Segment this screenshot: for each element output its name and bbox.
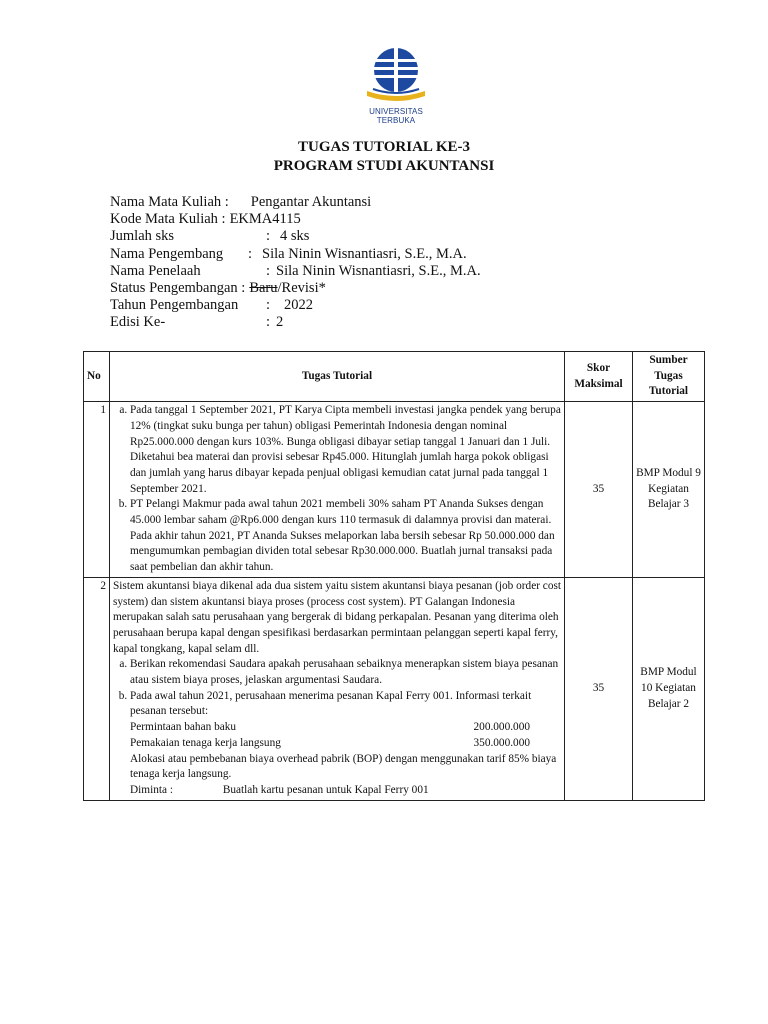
cost-label: Permintaan bahan baku bbox=[130, 721, 237, 734]
info-value: Sila Ninin Wisnantiasri, S.E., M.A. bbox=[262, 245, 467, 262]
task-item-b-text: Pada awal tahun 2021, perusahaan menerima pesanan Kapal Ferry 001. Informasi terkait pesanan tersebut: bbox=[130, 689, 532, 718]
cost-line bbox=[130, 720, 530, 736]
info-value: Sila Ninin Wisnantiasri, S.E., M.A. bbox=[276, 262, 481, 279]
table-row bbox=[84, 402, 705, 578]
info-row-year bbox=[110, 297, 481, 314]
row-number: 1 bbox=[84, 402, 110, 578]
info-value: 2022 bbox=[284, 297, 314, 314]
tutorial-task-table bbox=[83, 351, 705, 801]
info-value: 4 sks bbox=[280, 228, 310, 245]
task-cell bbox=[110, 402, 565, 578]
info-value: /Revisi* bbox=[277, 280, 326, 297]
overhead-allocation: Alokasi atau pembebanan biaya overhead pabrik (BOP) dengan menggunakan tarif 85% biaya tenaga kerja langsung. bbox=[130, 752, 557, 781]
required-line bbox=[130, 783, 561, 799]
table-header-row bbox=[84, 352, 705, 402]
info-row-developer bbox=[110, 246, 481, 263]
info-label: Edisi Ke- bbox=[110, 314, 166, 331]
info-row-course-code bbox=[110, 211, 481, 228]
info-separator: : bbox=[266, 297, 271, 314]
header-max-score: Skor Maksimal bbox=[565, 352, 633, 402]
row-number: 2 bbox=[84, 577, 110, 800]
info-label: Jumlah sks bbox=[110, 228, 175, 245]
info-separator: : bbox=[266, 262, 271, 279]
info-row-sks bbox=[110, 228, 481, 245]
cost-line bbox=[130, 736, 530, 752]
max-score: 35 bbox=[565, 402, 633, 578]
info-value: EKMA4115 bbox=[229, 211, 301, 228]
header-no: No bbox=[84, 352, 110, 402]
info-row-course-name bbox=[110, 194, 481, 211]
course-info bbox=[110, 194, 481, 332]
cost-label: Pemakaian tenaga kerja langsung bbox=[130, 736, 281, 749]
max-score: 35 bbox=[565, 577, 633, 800]
header-task: Tugas Tutorial bbox=[110, 352, 565, 402]
task-item-b: b. PT Pelangi Makmur pada awal tahun 2021 membeli 30% saham PT Ananda Sukses dengan 45.000 lembar saham @Rp6.000 dengan kurs 110 termasuk di dalamnya provisi dan materai. Pada akhir tahun 2021, PT Ananda Sukses melaporkan laba bersih sebesar Rp 50.000.000 dan mengumumkan pembagian dividen total sebesar Rp30.000.000. Buatlah jurnal transaksi pada saat pembelian dan akhir tahun. bbox=[130, 497, 561, 576]
info-label: Nama Mata Kuliah : bbox=[110, 194, 229, 210]
info-label: Nama Penelaah bbox=[110, 262, 201, 279]
logo-text: UNIVERSITAS TERBUKA bbox=[369, 107, 423, 125]
info-label: Nama Pengembang bbox=[110, 245, 224, 262]
info-label: Kode Mata Kuliah : bbox=[110, 211, 226, 228]
info-label: Status Pengembangan : bbox=[110, 280, 246, 297]
task-list bbox=[113, 403, 561, 576]
task-item-a: a. Berikan rekomendasi Saudara apakah perusahaan sebaiknya menerapkan sistem biaya pesanan atau sistem biaya proses, jelaskan argumentasi Saudara. bbox=[130, 657, 561, 688]
info-row-edition bbox=[110, 314, 481, 331]
cost-value: 350.000.000 bbox=[473, 736, 530, 749]
task-source: BMP Modul 9 Kegiatan Belajar 3 bbox=[633, 402, 705, 578]
info-label: Tahun Pengembangan bbox=[110, 297, 239, 314]
task-cell bbox=[110, 577, 565, 800]
info-value: Pengantar Akuntansi bbox=[250, 194, 372, 210]
struck-status-value: Baru bbox=[249, 280, 278, 297]
info-value: 2 bbox=[276, 314, 284, 331]
info-row-reviewer bbox=[110, 263, 481, 280]
header-source: Sumber Tugas Tutorial bbox=[633, 352, 705, 402]
required-value: Buatlah kartu pesanan untuk Kapal Ferry 001 bbox=[222, 783, 429, 796]
info-separator: : bbox=[266, 228, 271, 245]
university-logo bbox=[355, 45, 437, 125]
required-label: Diminta : bbox=[130, 783, 173, 796]
task-item-a: a. Pada tanggal 1 September 2021, PT Karya Cipta membeli investasi jangka pendek yang berupa 12% (tingkat suku bunga per tahun) obligasi Pemerintah Indonesia dengan nominal Rp25.000.000 dengan kurs 103%. Bunga obligasi dibayar setiap tanggal 1 Januari dan 1 Juli. Diketahui bea materai dan provisi sebesar Rp45.000. Hitunglah jumlah harga pokok obligasi dan jumlah yang harus dibayar kepada penjual obligasi kemudian catat jurnal pada tanggal 1 September 2021. bbox=[130, 403, 561, 497]
task-item-b bbox=[130, 689, 561, 799]
logo-emblem-icon bbox=[355, 45, 437, 107]
info-row-status bbox=[110, 280, 481, 297]
cost-value: 200.000.000 bbox=[473, 721, 530, 734]
task-source: BMP Modul 10 Kegiatan Belajar 2 bbox=[633, 577, 705, 800]
task-intro: Sistem akuntansi biaya dikenal ada dua sistem yaitu sistem akuntansi biaya pesanan (job order cost system) dan sistem akuntansi biaya proses (process cost system). PT Galangan Indonesia merupakan salah satu perusahaan yang bergerak di bidang perkapalan. Pesanan yang diterima oleh perusahaan berupa kapal dengan spesifikasi berdasarkan permintaan pelanggan seperti kapal ferry, kapal tongkang, kapal selam dll. bbox=[113, 579, 561, 655]
info-separator: : bbox=[266, 314, 271, 331]
task-list bbox=[113, 657, 561, 798]
table-row bbox=[84, 577, 705, 800]
info-separator: : bbox=[248, 245, 253, 262]
program-title: PROGRAM STUDI AKUNTANSI bbox=[273, 158, 495, 174]
assignment-title: TUGAS TUTORIAL KE-3 bbox=[298, 139, 470, 155]
